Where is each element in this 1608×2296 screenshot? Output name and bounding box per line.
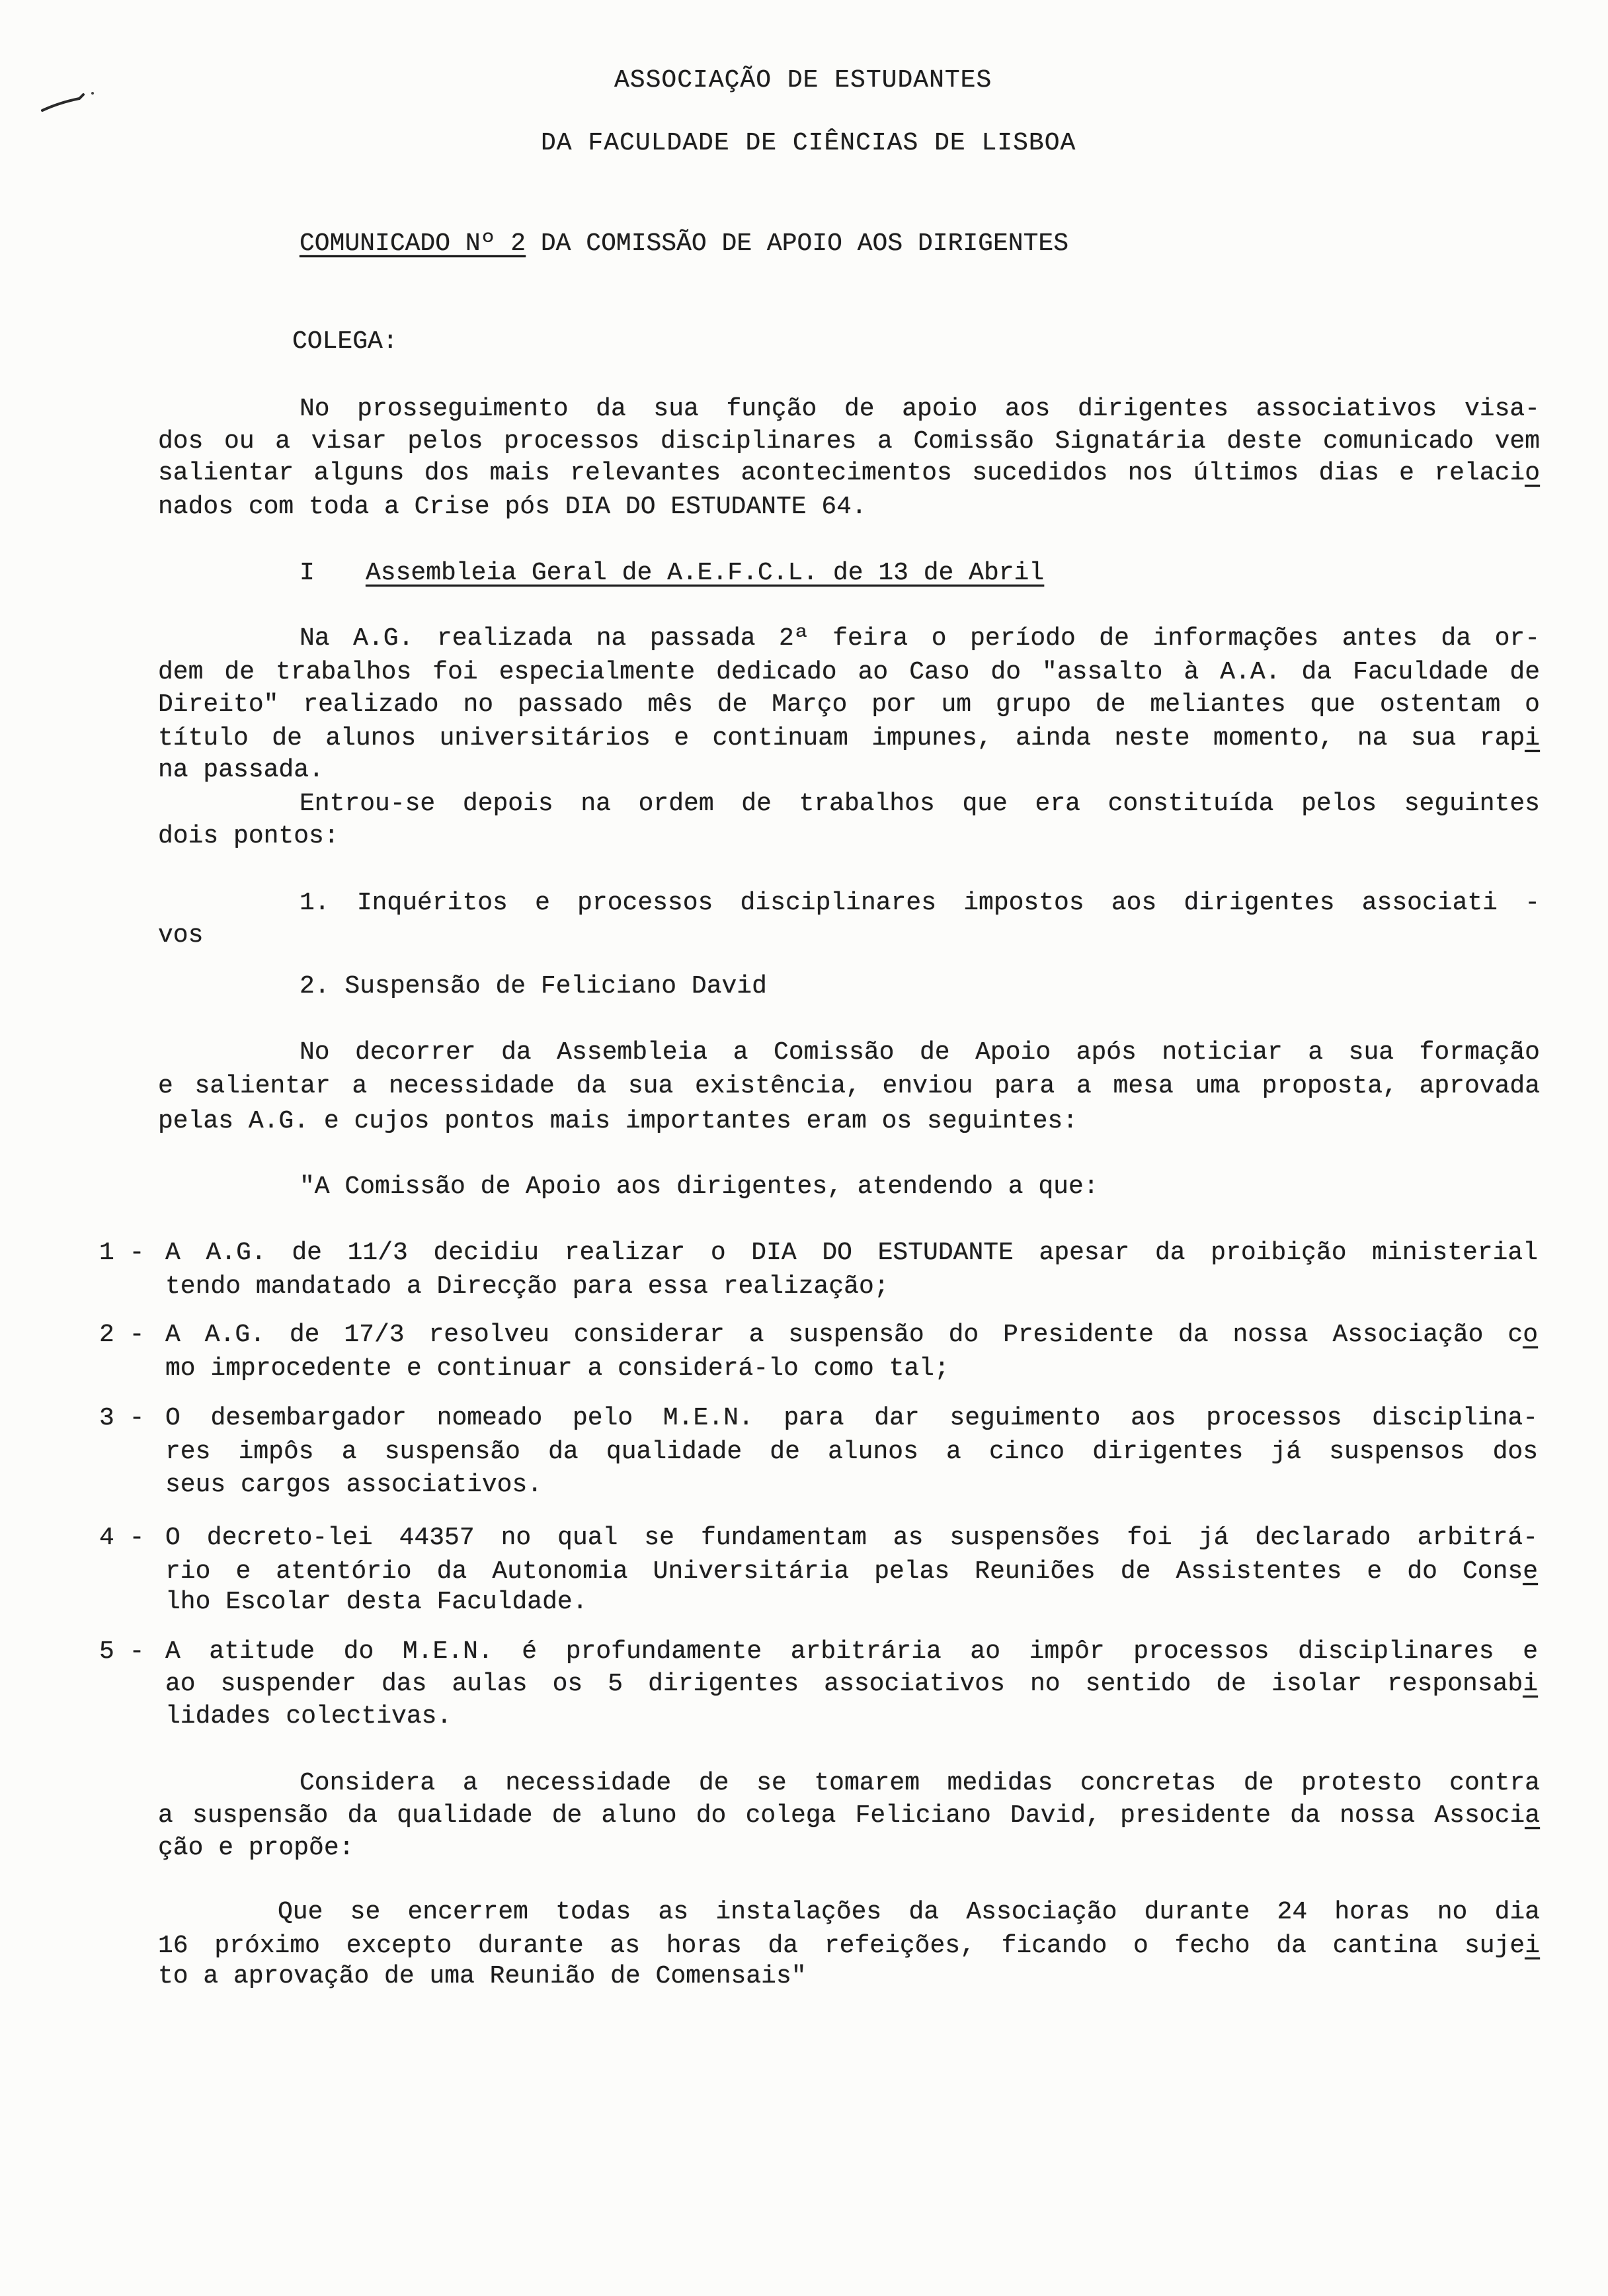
intro-line: dos ou a visar pelos processos disciplinares a Comissão Signatária deste comunicado vem	[158, 427, 1540, 456]
intro-line: No prosseguimento da sua função de apoio aos dirigentes associativos visa-	[300, 395, 1540, 423]
salutation: COLEGA:	[292, 327, 398, 356]
title-communique-number: COMUNICADO Nº 2	[300, 229, 526, 258]
consideration-line: lidades colectivas.	[165, 1702, 452, 1731]
conclusion-line: Considera a necessidade de se tomarem medidas concretas de protesto contra	[300, 1769, 1540, 1797]
hyphen-underline: o	[1523, 1321, 1538, 1349]
intro-line: nados com toda a Crise pós DIA DO ESTUDANTE 64.	[158, 493, 867, 521]
consideration-line	[165, 1556, 1538, 1588]
meeting-line: na passada.	[158, 756, 324, 784]
title-committee: DA COMISSÃO DE APOIO AOS DIRIGENTES	[540, 229, 1069, 258]
intro-line	[158, 458, 1540, 489]
hyphen-underline: a	[1525, 1801, 1540, 1830]
section-heading: Assembleia Geral de A.E.F.C.L. de 13 de Abril	[366, 559, 1045, 587]
agenda-intro-line: Entrou-se depois na ordem de trabalhos que era constituída pelos seguintes	[300, 790, 1540, 818]
conclusion-line	[158, 1800, 1540, 1832]
hyphen-underline: e	[1523, 1557, 1538, 1586]
proposal-intro-line: e salientar a necessidade da sua existência, enviou para a mesa uma proposta, aprovada	[158, 1072, 1540, 1100]
line-text: salientar alguns dos mais relevantes acontecimentos sucedidos nos últimos dias e relaci	[158, 459, 1525, 487]
meeting-line: Direito" realizado no passado mês de Março por um grupo de meliantes que ostentam o	[158, 690, 1540, 719]
consideration-line: A atitude do M.E.N. é profundamente arbitrária ao impôr processos disciplinares e	[165, 1637, 1538, 1666]
agenda-intro-line: dois pontos:	[158, 822, 339, 850]
hyphen-underline: o	[1525, 459, 1540, 487]
line-text: título de alunos universitários e continuam impunes, ainda neste momento, na sua rap	[158, 724, 1525, 753]
proposal-line: Que se encerrem todas as instalações da Associação durante 24 horas no dia	[278, 1898, 1540, 1926]
proposal-intro-line: pelas A.G. e cujos pontos mais importantes eram os seguintes:	[158, 1107, 1078, 1135]
document-title	[300, 228, 1068, 260]
consideration-number: 2 -	[99, 1321, 145, 1349]
line-text: rio e atentório da Autonomia Universitária pelas Reuniões de Assistentes e do Cons	[165, 1557, 1523, 1586]
line-text: a suspensão da qualidade de aluno do colega Feliciano David, presidente da nossa Associ	[158, 1801, 1525, 1830]
proposal-line: to a aprovação de uma Reunião de Comensais"	[158, 1962, 807, 1990]
consideration-number: 3 -	[99, 1404, 145, 1432]
hyphen-underline: i	[1525, 724, 1540, 753]
proposal-line	[158, 1930, 1540, 1962]
line-text: ao suspender das aulas os 5 dirigentes associativos no sentido de isolar responsab	[165, 1670, 1523, 1698]
agenda-point: 2. Suspensão de Feliciano David	[300, 972, 767, 1001]
agenda-point: 1. Inquéritos e processos disciplinares impostos aos dirigentes associati -	[300, 889, 1540, 917]
association-name: ASSOCIAÇÃO DE ESTUDANTES	[614, 66, 992, 95]
consideration-line: O desembargador nomeado pelo M.E.N. para dar seguimento aos processos disciplina-	[165, 1404, 1538, 1432]
consideration-line	[165, 1319, 1538, 1351]
proposal-intro-line: No decorrer da Assembleia a Comissão de Apoio após noticiar a sua formação	[300, 1038, 1540, 1067]
consideration-line: O decreto-lei 44357 no qual se fundamentam as suspensões foi já declarado arbitrá-	[165, 1524, 1538, 1552]
hyphen-underline: i	[1523, 1670, 1538, 1698]
consideration-line: seus cargos associativos.	[165, 1471, 543, 1499]
section-numeral: I	[300, 559, 315, 587]
quote-opening: "A Comissão de Apoio aos dirigentes, atendendo a que:	[300, 1172, 1099, 1201]
faculty-name: DA FACULDADE DE CIÊNCIAS DE LISBOA	[541, 129, 1076, 157]
scan-mark	[40, 89, 99, 116]
meeting-line: dem de trabalhos foi especialmente dedicado ao Caso do "assalto à A.A. da Faculdade de	[158, 658, 1540, 686]
meeting-line: Na A.G. realizada na passada 2ª feira o período de informações antes da or-	[300, 624, 1540, 653]
consideration-number: 5 -	[99, 1637, 145, 1666]
line-text: 16 próximo excepto durante as horas da refeições, ficando o fecho da cantina suje	[158, 1932, 1525, 1960]
agenda-point-continuation: vos	[158, 921, 204, 950]
consideration-line: res impôs a suspensão da qualidade de alunos a cinco dirigentes já suspensos dos	[165, 1438, 1538, 1466]
consideration-line: lho Escolar desta Faculdade.	[165, 1588, 588, 1616]
consideration-line: tendo mandatado a Direcção para essa realização;	[165, 1272, 889, 1301]
hyphen-underline: i	[1525, 1932, 1540, 1960]
consideration-line: mo improcedente e continuar a considerá-lo como tal;	[165, 1354, 949, 1383]
line-text: A A.G. de 17/3 resolveu considerar a suspensão do Presidente da nossa Associação c	[165, 1321, 1523, 1349]
conclusion-line: ção e propõe:	[158, 1834, 354, 1862]
consideration-number: 4 -	[99, 1524, 145, 1552]
consideration-line: A A.G. de 11/3 decidiu realizar o DIA DO ESTUDANTE apesar da proibição ministerial	[165, 1239, 1538, 1267]
meeting-line	[158, 723, 1540, 755]
consideration-number: 1 -	[99, 1239, 145, 1267]
consideration-line	[165, 1668, 1538, 1700]
